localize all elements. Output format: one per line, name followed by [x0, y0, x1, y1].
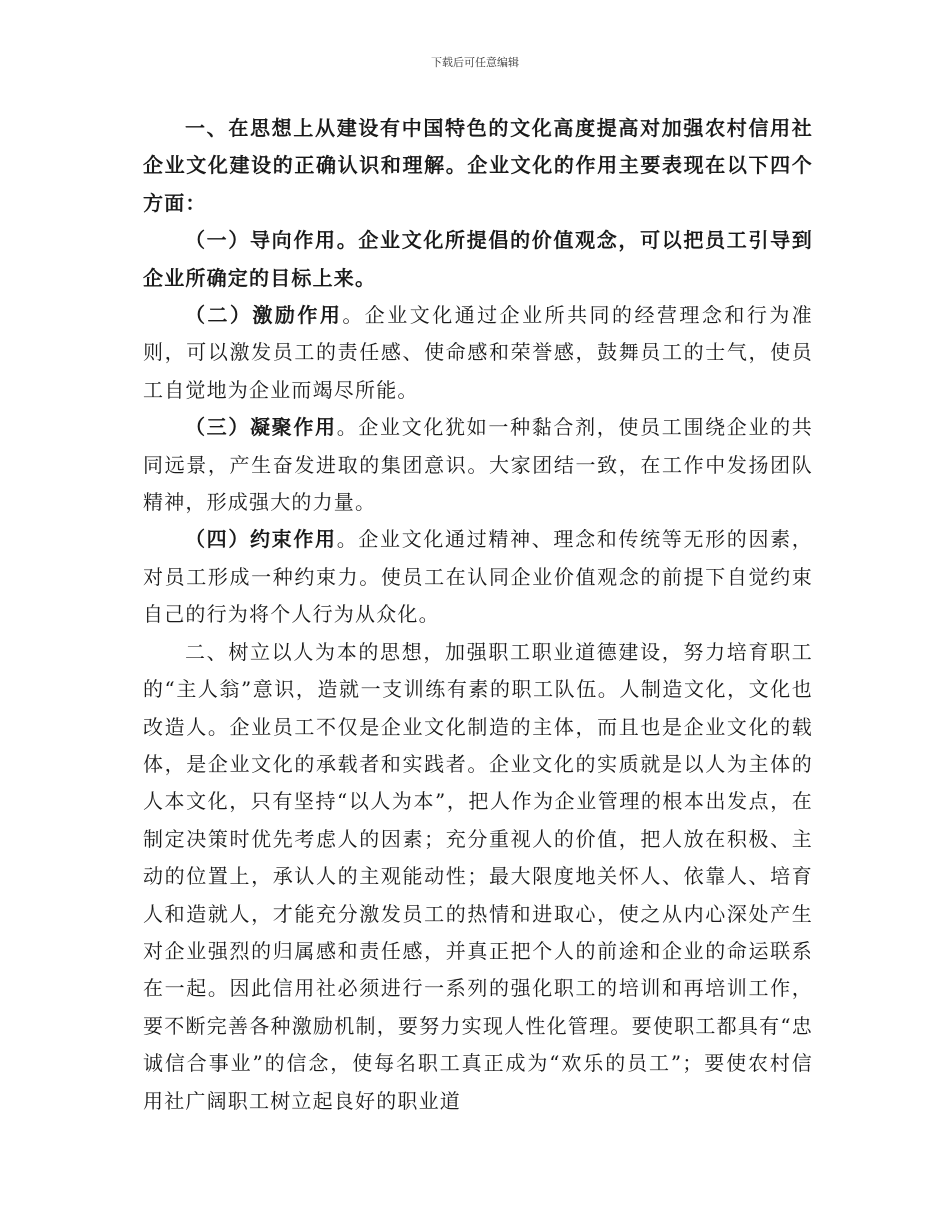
section-1-heading: 一、在思想上从建设有中国特色的文化高度提高对加强农村信用社企业文化建设的正确认识和理解。企业文化的作用主要表现在以下四个方面：: [143, 116, 813, 215]
document-body: [143, 110, 813, 1120]
item-cohesion-body: 。企业文化犹如一种黏合剂，使员工围绕企业的共同远景，产生奋发进取的集团意识。大家团结一致，在工作中发扬团队精神，形成强大的力量。: [143, 415, 813, 515]
item-constraint-title: （四）约束作用: [185, 527, 337, 552]
item-constraint: [143, 521, 813, 633]
page-header: 下载后可任意编辑: [431, 56, 519, 69]
item-incentive-title: （二）激励作用: [185, 303, 343, 328]
item-constraint-body: 。企业文化通过精神、理念和传统等无形的因素，对员工形成一种约束力。使员工在认同企业价值观念的前提下自觉约束自己的行为将个人行为从众化。: [143, 527, 813, 627]
item-guidance: [143, 222, 813, 297]
section-2-paragraph: 二、树立以人为本的思想，加强职工职业道德建设，努力培育职工的“主人翁”意识，造就一支训练有素的职工队伍。人制造文化，文化也改造人。企业员工不仅是企业文化制造的主体，而且也是企业文化的载体，是企业文化的承载者和实践者。企业文化的实质就是以人为主体的人本文化，只有坚持“以人为本”，把人作为企业管理的根本出发点，在制定决策时优先考虑人的因素；充分重视人的价值，把人放在积极、主动的位置上，承认人的主观能动性；最大限度地关怀人、依靠人、培育人和造就人，才能充分激发员工的热情和进取心，使之从内心深处产生对企业强烈的归属感和责任感，并真正把个人的前途和企业的命运联系在一起。因此信用社必须进行一系列的强化职工的培训和再培训工作，要不断完善各种激励机制，要努力实现人性化管理。要使职工都具有“忠诚信合事业”的信念，使每名职工真正成为“欢乐的员工”；要使农村信用社广阔职工树立起良好的职业道: [143, 639, 813, 1113]
item-incentive: [143, 297, 813, 409]
item-cohesion-title: （三）凝聚作用: [185, 415, 337, 440]
item-incentive-body: 。企业文化通过企业所共同的经营理念和行为准则，可以激发员工的责任感、使命感和荣誉感，鼓舞员工的士气，使员工自觉地为企业而竭尽所能。: [143, 303, 814, 402]
item-guidance-title: （一）导向作用。企业文化所提倡的价值观念，可以把员工引导到企业所确定的目标上来。: [143, 228, 813, 290]
item-cohesion: [143, 409, 813, 521]
